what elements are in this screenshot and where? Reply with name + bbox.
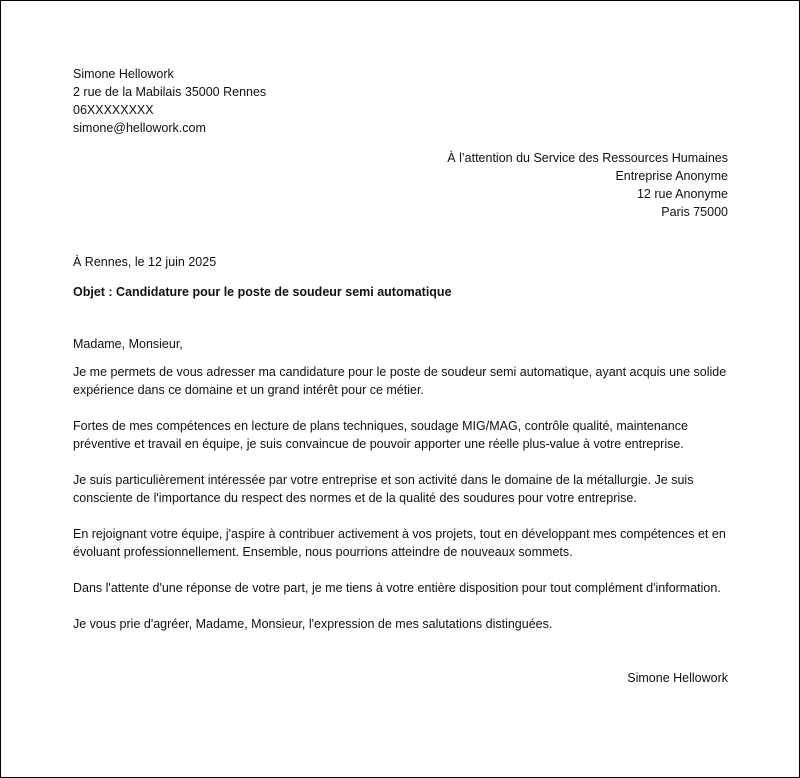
signature: Simone Hellowork: [627, 671, 728, 685]
recipient-block: [73, 149, 728, 221]
sender-name: Simone Hellowork: [73, 67, 174, 81]
recipient-attention: À l’attention du Service des Ressources Humaines: [447, 151, 728, 165]
body-paragraph-5: Dans l'attente d'une réponse de votre part, je me tiens à votre entière disposition pour tout complément d'information.: [73, 581, 721, 595]
salutation: Madame, Monsieur,: [73, 337, 183, 351]
sender-block: [73, 65, 728, 137]
body-paragraph-3: Je suis particulièrement intéressée par votre entreprise et son activité dans le domaine de la métallurgie. Je suis consciente de l'importance du respect des normes et de la qualité des soudures pour votre entreprise.: [73, 473, 694, 505]
closing-paragraph: Je vous prie d'agréer, Madame, Monsieur, l'expression de mes salutations distinguées.: [73, 617, 553, 631]
body-paragraph-1: Je me permets de vous adresser ma candidature pour le poste de soudeur semi automatique, ayant acquis une solide expérience dans ce domaine et un grand intérêt pour ce métier.: [73, 365, 727, 397]
letter-content: [73, 65, 728, 687]
recipient-company: Entreprise Anonyme: [615, 169, 728, 183]
sender-address: 2 rue de la Mabilais 35000 Rennes: [73, 85, 267, 99]
recipient-street: 12 rue Anonyme: [636, 187, 728, 201]
date-line: À Rennes, le 12 juin 2025: [73, 255, 217, 269]
recipient-city: Paris 75000: [661, 205, 728, 219]
subject-line: Objet : Candidature pour le poste de soudeur semi automatique: [73, 285, 452, 299]
sender-email: simone@hellowork.com: [73, 121, 206, 135]
sender-phone: 06XXXXXXXX: [73, 103, 154, 117]
body-paragraph-2: Fortes de mes compétences en lecture de plans techniques, soudage MIG/MAG, contrôle qualité, maintenance préventive et travail en équipe, je suis convaincue de pouvoir apporter une réelle plus-value à votre entreprise.: [73, 419, 688, 451]
body-paragraph-4: En rejoignant votre équipe, j'aspire à contribuer activement à vos projets, tout en développant mes compétences et en évoluant professionnellement. Ensemble, nous pourrions atteindre de nouveaux sommets.: [73, 527, 726, 559]
